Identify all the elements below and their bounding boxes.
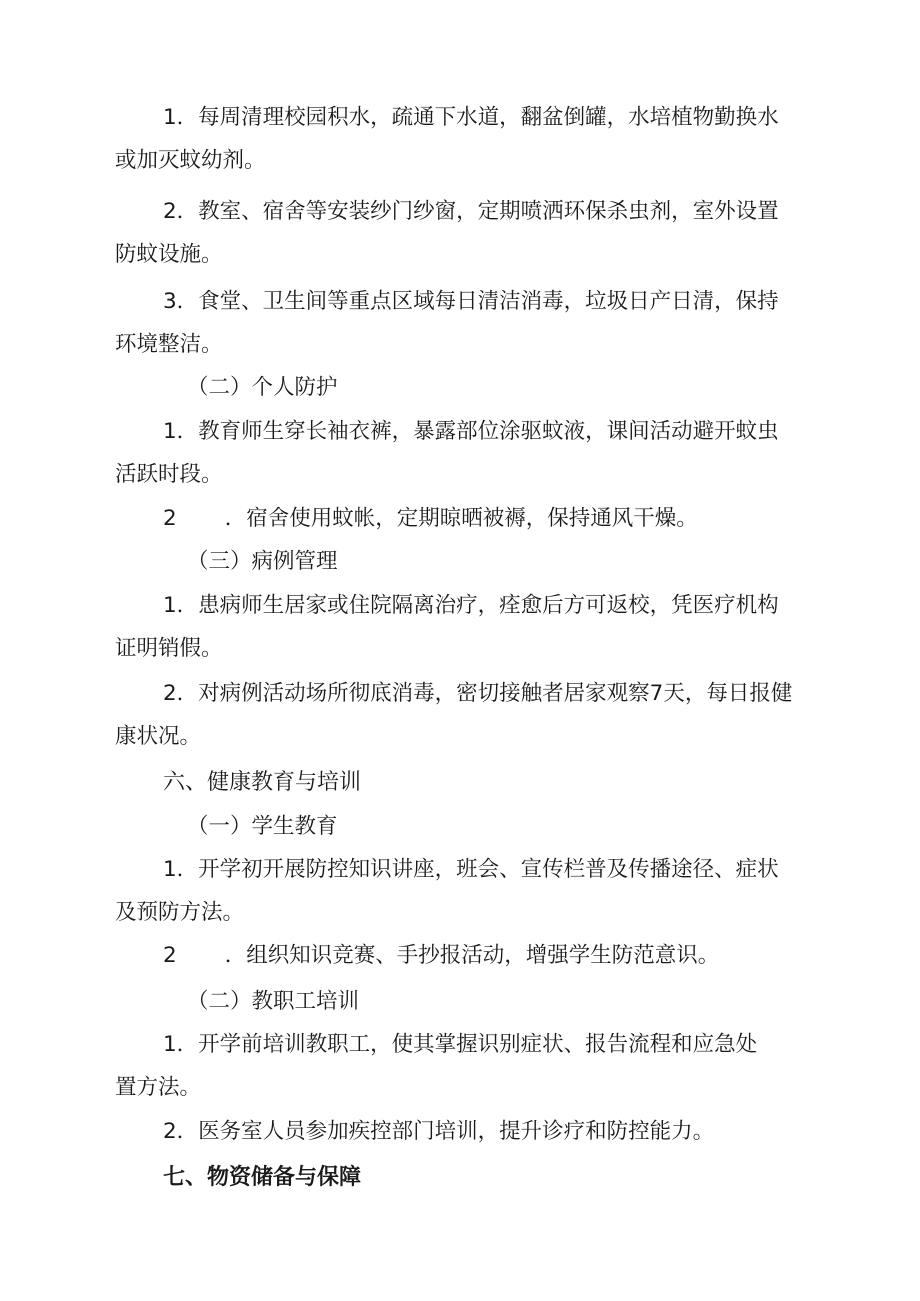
paragraph-10: [115, 1023, 835, 1109]
paragraph-3: [115, 280, 835, 366]
paragraph-11-text: 2．医务室人员参加疾控部门培训，提升诊疗和防控能力。: [163, 1119, 715, 1144]
paragraph-8-line-1: 1．开学初开展防控知识讲座，班会、宣传栏普及传播途径、症状: [163, 857, 779, 882]
paragraph-1-line-1: 1．每周清理校园积水，疏通下水道，翻盆倒罐，水培植物勤换水: [163, 105, 779, 130]
paragraph-7-line-1: 2．对病例活动场所彻底消毒，密切接触者居家观察7天，每日报健: [163, 681, 793, 706]
paragraph-8-line-2: 及预防方法。: [115, 900, 245, 925]
paragraph-5-number: 2: [163, 506, 177, 531]
paragraph-6-line-2: 证明销假。: [115, 636, 223, 661]
heading-health-education: 六、健康教育与培训: [163, 770, 362, 795]
paragraph-5-text: ．宿舍使用蚊帐，定期晾晒被褥，保持通风干燥。: [224, 506, 698, 531]
paragraph-10-line-2: 置方法。: [115, 1075, 202, 1100]
paragraph-1: [115, 96, 835, 182]
paragraph-7: [115, 672, 835, 758]
paragraph-10-line-1: 1．开学前培训教职工，使其掌握识别症状、报告流程和应急处: [163, 1032, 758, 1057]
paragraph-4-line-1: 1．教育师生穿长袖衣裤，暴露部位涂驱蚊液，课间活动避开蚊虫: [163, 419, 779, 444]
paragraph-1-line-2: 或加灭蚊幼剂。: [115, 148, 266, 173]
paragraph-2-line-1: 2．教室、宿舍等安装纱门纱窗，定期喷洒环保杀虫剂，室外设置: [163, 199, 779, 224]
paragraph-4: [115, 410, 835, 496]
paragraph-9: [115, 934, 835, 977]
paragraph-6-line-1: 1．患病师生居家或住院隔离治疗，痊愈后方可返校，凭医疗机构: [163, 593, 779, 618]
paragraph-4-line-2: 活跃时段。: [115, 462, 223, 487]
paragraph-3-line-2: 环境整洁。: [115, 332, 223, 357]
paragraph-11: [115, 1110, 835, 1153]
paragraph-5: [115, 497, 835, 540]
paragraph-2: [115, 190, 835, 276]
paragraph-9-number: 2: [163, 943, 177, 968]
section-heading-personal-protection: （二）个人防护: [187, 375, 338, 400]
paragraph-9-text: ．组织知识竞赛、手抄报活动，增强学生防范意识。: [224, 943, 720, 968]
paragraph-3-line-1: 3．食堂、卫生间等重点区域每日清洁消毒，垃圾日产日清，保持: [163, 289, 779, 314]
section-heading-staff-training: （二）教职工培训: [187, 989, 360, 1014]
paragraph-6: [115, 584, 835, 670]
paragraph-2-line-2: 防蚊设施。: [115, 242, 223, 267]
section-heading-student-education: （一）学生教育: [187, 814, 338, 839]
paragraph-8: [115, 848, 835, 934]
heading-material-reserve: 七、物资储备与保障: [163, 1165, 362, 1190]
section-heading-case-management: （三）病例管理: [187, 549, 338, 574]
paragraph-7-line-2: 康状况。: [115, 724, 202, 749]
